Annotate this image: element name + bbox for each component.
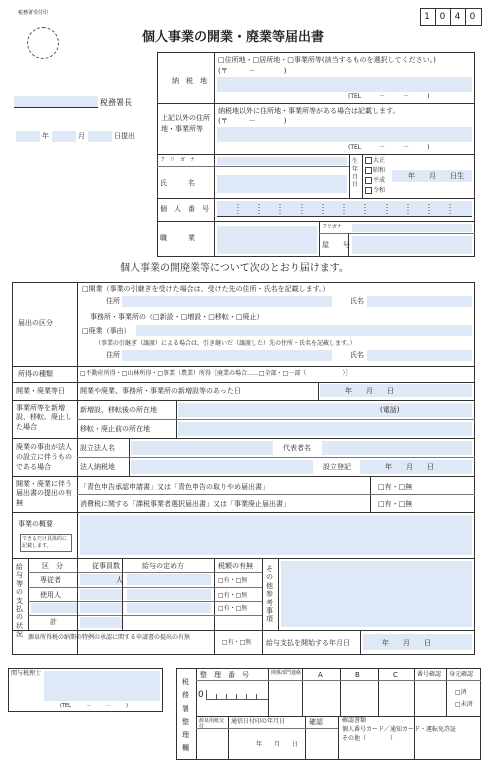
salary-senjusha-method[interactable] (127, 574, 211, 585)
name-furigana-label: フ リ ガ ナ (160, 157, 196, 163)
office-new-field[interactable] (178, 403, 472, 417)
salary-header-tax: 税額の有無 (218, 562, 253, 570)
office-new-label: 新増設、移転後の所在地 (80, 406, 157, 414)
business-note: できるだけ具体的に記載します。 (20, 534, 72, 552)
form-digit: 1 (424, 12, 430, 22)
mimoto-done[interactable]: □済 (455, 689, 467, 696)
doc-detail: 個人番号カード／通知カード・運転免許証 (342, 726, 457, 733)
seiri-bango-label: 整 理 番 号 (200, 671, 249, 679)
kakunin-label: 確認 (309, 718, 323, 726)
salary-header-count: 従事員数 (92, 562, 120, 570)
tax-accountant-tel: (TEL － － ) (60, 703, 128, 709)
submit-day-label: 日提出 (114, 132, 135, 140)
office-use-box (176, 668, 481, 760)
stamp-circle (27, 27, 59, 59)
date-label: 開業・廃業等日 (16, 387, 65, 395)
filing-consumption-yesno[interactable]: □有・□無 (378, 500, 413, 508)
nozei-tel: (TEL － － ) (348, 93, 430, 100)
date-text: 開業や廃業、事務所・事業所の新増設等のあった日 (80, 387, 241, 395)
name-label: 氏 名 (160, 179, 195, 187)
name-furigana-field[interactable] (217, 157, 347, 165)
tax-office-suffix: 税務署長 (100, 98, 132, 107)
business-label: 事業の概要 (18, 520, 53, 528)
office-label: 事業所等を新増設、移転、廃止した場合 (16, 404, 72, 431)
mimoto-not-done[interactable]: □未済 (455, 701, 473, 708)
zero-digit: 0 (198, 690, 204, 700)
salary-total-label: 計 (50, 618, 57, 626)
bango-kakunin-label: 番号確認 (417, 671, 442, 678)
occupation-label: 職 業 (160, 234, 195, 242)
salary-extra-kubun[interactable] (31, 603, 77, 613)
salary-extra-method[interactable] (127, 603, 211, 613)
birth-label: 生年月日 (352, 158, 359, 189)
salary-header-method: 給与の定め方 (142, 562, 184, 570)
salary-senjusha-tax[interactable]: □有・□無 (218, 577, 248, 584)
tax-office-name-field[interactable] (14, 96, 98, 107)
form-digit: 4 (450, 9, 464, 26)
salary-shiyonin-method[interactable] (127, 589, 211, 600)
haigyo-reason-field[interactable] (136, 325, 472, 336)
corp-reg-label: 設立登記 (323, 463, 351, 471)
corp-tax-place-label: 法人納税地 (80, 463, 115, 471)
tax-accountant-field[interactable] (44, 671, 160, 701)
nozei-label: 納 税 地 (172, 77, 207, 85)
corp-name-label: 設立法人名 (80, 444, 115, 452)
filing-label: 開業・廃業に伴う届出書の提出の有無 (16, 480, 72, 507)
other-address-field[interactable] (217, 127, 472, 142)
gensen-yesno[interactable]: □有・□無 (222, 639, 252, 646)
name-field[interactable] (217, 175, 347, 193)
corp-rep-label: 代表者名 (283, 444, 311, 452)
corp-label: 廃業の事由が法人の設立に伴うものである場合 (16, 443, 72, 471)
other-address-postal: (〒 － ) (218, 117, 287, 125)
haigyo-addr-field[interactable] (122, 350, 332, 361)
shotoku-options[interactable]: □不動産所得・□山林所得・□事業（農業）所得［廃業の場合……□全部・□一部（ ）］ (80, 370, 352, 377)
tax-accountant-label: 関与税理士 (11, 670, 42, 677)
date-value: 年 月 日 (345, 387, 394, 395)
other-address-label: 上記以外の住所地・事業所等 (161, 114, 210, 133)
tsuchi-label: 通信日付印の年月日 (231, 718, 286, 725)
office-phone-label: (電話) (380, 406, 400, 414)
kaigyo-addr-field[interactable] (122, 296, 332, 307)
stamp-label: 税務署受付印 (18, 10, 49, 16)
corp-reg-date: 年 月 日 (385, 463, 434, 471)
business-summary-field[interactable] (80, 515, 472, 555)
haigyo-option[interactable]: □廃業（事由） (82, 327, 131, 335)
gensen-label: 源泉所得税の納期の特例の承認に関する申請書の提出の有無 (28, 634, 191, 641)
doc-label: 確認書類 (342, 717, 367, 724)
filing-blue-label: 「青色申告承認申請書」又は「青色申告の取りやめ届出書」 (80, 483, 269, 491)
submit-month-label: 月 (78, 132, 85, 140)
nozei-postal: (〒 － ) (218, 67, 287, 75)
era-showa[interactable]: 昭和 (365, 167, 385, 174)
filing-consumption-label: 消費税に関する「課税事業者選択届出書」又は「事業廃止届出書」 (80, 500, 290, 508)
other-address-note: 納税地以外に住所地・事業所等がある場合は記載します。 (218, 107, 400, 115)
corp-rep-field[interactable] (322, 441, 472, 455)
mimoto-kakunin-label: 身元確認 (449, 671, 474, 678)
yago-field[interactable] (352, 236, 472, 254)
salary-row-shiyonin: 使用人 (40, 591, 61, 599)
kaigyo-name-label: 氏名 (350, 297, 364, 305)
mynumber-digit-dividers (217, 201, 472, 217)
kaigyo-addr-label: 住所 (106, 297, 120, 305)
salary-start-label: 給与支払を開始する年月日 (266, 639, 350, 647)
yago-furigana-label: フリガナ (322, 224, 342, 230)
shinkoku-label: 源泉用紙交付 (199, 718, 225, 730)
other-address-tel: (TEL － － ) (348, 144, 430, 151)
corp-tax-place-field[interactable] (131, 460, 313, 474)
era-taisho[interactable]: 大正 (365, 157, 385, 164)
form-number-box (420, 8, 482, 26)
submit-month-field[interactable] (52, 131, 76, 142)
haigyo-addr-label: 住所 (106, 351, 120, 359)
haigyo-name-label: 氏名 (350, 351, 364, 359)
submit-year-field[interactable] (16, 131, 40, 142)
salary-row-senjusha: 専従者 (40, 576, 61, 584)
salary-shiyonin-tax[interactable]: □有・□無 (218, 592, 248, 599)
birth-date-text: 年 月 日生 (408, 172, 464, 180)
office-old-field[interactable] (178, 422, 472, 436)
subtitle: 個人事業の開廃業等について次のとおり届けます。 (120, 263, 349, 274)
submit-year-label: 年 (42, 132, 49, 140)
kubun-label: 届出の区分 (18, 319, 53, 327)
salary-section-label: 給与等の支払の状況 (16, 563, 23, 639)
seiri-bango-ticks (206, 690, 268, 700)
salary-extra-tax[interactable]: □有・□無 (218, 605, 248, 612)
form-title: 個人事業の開業・廃業等届出書 (142, 30, 325, 45)
salary-unit: 人 (116, 576, 123, 584)
office-use-label: 税務署整理欄 (182, 678, 189, 753)
occupation-field[interactable] (217, 226, 317, 254)
filing-blue-yesno[interactable]: □有・□無 (378, 483, 413, 491)
mynumber-label: 個 人 番 号 (160, 205, 209, 213)
shotoku-label: 所得の種類 (18, 370, 53, 378)
yago-label: 屋 号 (322, 241, 350, 249)
era-reiwa[interactable]: 令和 (365, 187, 385, 194)
footer-date: 年 月 日 (256, 741, 299, 748)
col-c-label: C (393, 671, 398, 679)
jigyosho-options[interactable]: 事務所・事業所の（□新設・□増設・□移転・□廃止） (90, 313, 264, 321)
submit-day-field[interactable] (88, 131, 112, 142)
date-field[interactable] (320, 384, 472, 397)
corp-name-field[interactable] (131, 441, 273, 455)
other-notes-label: その他参考事項 (266, 565, 273, 624)
salary-header-kubun: 区 分 (42, 562, 63, 570)
office-old-label: 移転・廃止前の所在地 (80, 425, 150, 433)
form-digit: 0 (435, 9, 449, 26)
kaigyo-option[interactable]: □開業（事業の引継ぎを受けた場合は、受けた先の住所・氏名を記載します。） (82, 285, 330, 293)
yago-furigana-field[interactable] (352, 224, 472, 232)
nozei-address-field[interactable] (217, 77, 472, 92)
era-heisei[interactable]: 平成 (365, 177, 385, 184)
kankei-bumon-label: 関係部門連絡 (271, 670, 302, 676)
haigyo-note: （事業の引継ぎ（譲渡）による場合は、引き継いだ（譲渡した）先の住所・氏名を記載します。） (95, 340, 356, 347)
salary-column-lines (77, 558, 123, 630)
haigyo-name-field[interactable] (367, 350, 472, 361)
col-a-label: A (318, 671, 323, 679)
form-digit: 0 (465, 9, 479, 26)
salary-start-value: 年 月 日 (382, 639, 431, 647)
doc-other: その他（ ） (342, 735, 397, 742)
other-notes-field[interactable] (281, 561, 472, 627)
kaigyo-name-field[interactable] (367, 296, 472, 307)
col-b-label: B (355, 671, 360, 679)
nozei-options[interactable]: □住所地・□居所地・□事業所等(該当するものを選択してください。) (218, 56, 436, 64)
